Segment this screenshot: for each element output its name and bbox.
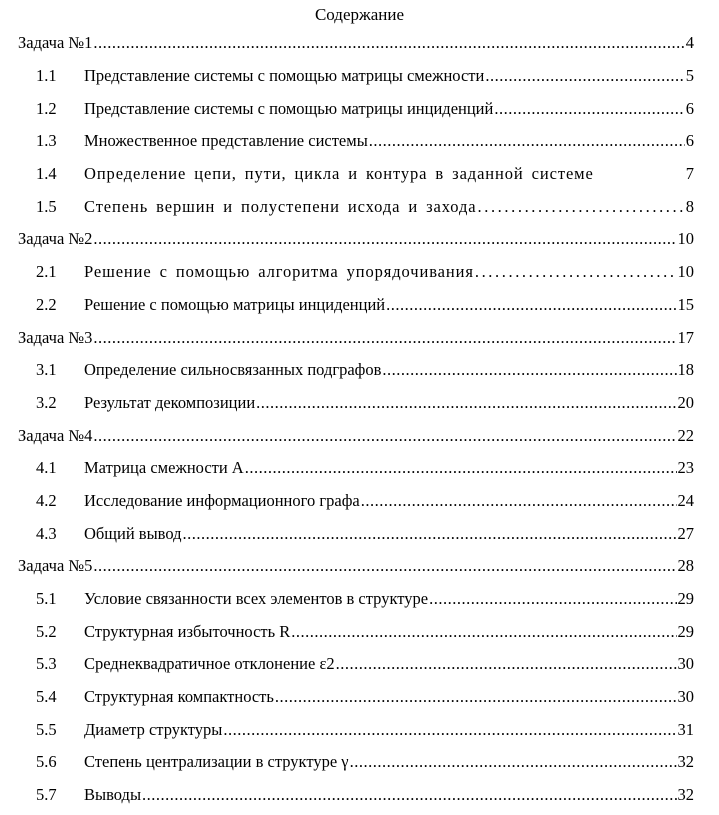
dot-leader: [93, 229, 676, 249]
toc-section-entry[interactable]: [0, 615, 719, 648]
toc-chapter-entry[interactable]: [0, 223, 719, 256]
toc-section-entry[interactable]: [0, 681, 719, 714]
toc-section-entry[interactable]: [0, 354, 719, 387]
toc-section-entry[interactable]: [0, 517, 719, 550]
section-number: 1.4: [36, 164, 57, 184]
entry-title: Множественное представление системы: [84, 131, 368, 151]
dot-leader: [291, 622, 676, 642]
section-number: 5.3: [36, 654, 57, 674]
entry-title: Условие связанности всех элементов в структуре: [84, 589, 429, 609]
toc-section-entry[interactable]: [0, 648, 719, 681]
toc-section-entry[interactable]: [0, 158, 719, 191]
page-number: 10: [677, 262, 694, 282]
dot-leader: [256, 393, 676, 413]
table-of-contents: [0, 27, 719, 812]
section-number: 5.2: [36, 621, 57, 641]
page-number: 5: [685, 66, 694, 86]
entry-title: Решение с помощью алгоритма упорядочивания: [84, 262, 474, 282]
section-number: 2.2: [36, 294, 57, 314]
section-number: 4.2: [36, 490, 57, 510]
page-number: 32: [677, 785, 694, 805]
dot-leader: [429, 589, 676, 609]
toc-chapter-entry[interactable]: [0, 321, 719, 354]
toc-section-entry[interactable]: [0, 190, 719, 223]
page-number: 7: [685, 164, 694, 184]
entry-title: Исследование информационного графа: [84, 490, 360, 510]
dot-leader: [361, 491, 677, 511]
page-number: 24: [677, 490, 694, 510]
entry-title: Представление системы с помощью матрицы инциденций: [84, 98, 494, 118]
section-number: 5.7: [36, 785, 57, 805]
entry-title: Задача №1: [18, 33, 93, 53]
entry-title: Общий вывод: [84, 523, 182, 543]
page-number: 10: [677, 229, 694, 249]
entry-title: Задача №4: [18, 425, 93, 445]
dot-leader: [336, 654, 677, 674]
entry-title: Матрица смежности А: [84, 458, 244, 478]
entry-title: Определение цепи, пути, цикла и контура в заданной системе: [84, 164, 594, 184]
section-number: 3.1: [36, 360, 57, 380]
toc-section-entry[interactable]: [0, 746, 719, 779]
toc-chapter-entry[interactable]: [0, 27, 719, 60]
page-number: 15: [677, 294, 694, 314]
page-number: 6: [685, 98, 694, 118]
page-number: 30: [677, 654, 694, 674]
page-number: 18: [677, 360, 694, 380]
entry-title: Структурная компактность: [84, 687, 274, 707]
section-number: 5.4: [36, 687, 57, 707]
page-number: 32: [677, 752, 694, 772]
entry-title: Выводы: [84, 785, 142, 805]
dot-leader: [494, 99, 684, 119]
page-number: 28: [677, 556, 694, 576]
section-number: 4.3: [36, 523, 57, 543]
page-number: 6: [685, 131, 694, 151]
dot-leader: [93, 33, 684, 53]
section-number: 4.1: [36, 458, 57, 478]
dot-leader: [478, 197, 685, 217]
dot-leader: [93, 426, 676, 446]
dot-leader: [183, 524, 677, 544]
entry-title: Диаметр структуры: [84, 719, 223, 739]
toc-section-entry[interactable]: [0, 583, 719, 616]
page-number: 17: [677, 327, 694, 347]
page-number: 22: [677, 425, 694, 445]
page-number: 8: [685, 196, 694, 216]
toc-section-entry[interactable]: [0, 256, 719, 289]
section-number: 5.5: [36, 719, 57, 739]
page-number: 20: [677, 392, 694, 412]
page-number: 27: [677, 523, 694, 543]
dot-leader: [275, 687, 677, 707]
dot-leader: [382, 360, 676, 380]
toc-section-entry[interactable]: [0, 387, 719, 420]
section-number: 5.6: [36, 752, 57, 772]
entry-title: Задача №5: [18, 556, 93, 576]
page-number: 31: [677, 719, 694, 739]
toc-section-entry[interactable]: [0, 60, 719, 93]
toc-section-entry[interactable]: [0, 713, 719, 746]
section-number: 1.5: [36, 196, 57, 216]
dot-leader: [223, 720, 676, 740]
toc-section-entry[interactable]: [0, 289, 719, 322]
section-number: 1.3: [36, 131, 57, 151]
entry-title: Структурная избыточность R: [84, 621, 291, 641]
section-number: 1.2: [36, 98, 57, 118]
page-number: 29: [677, 621, 694, 641]
toc-chapter-entry[interactable]: [0, 419, 719, 452]
entry-title: Решение с помощью матрицы инциденций: [84, 294, 386, 314]
entry-title: Результат декомпозиции: [84, 392, 256, 412]
dot-leader: [142, 785, 676, 805]
entry-title: Представление системы с помощью матрицы смежности: [84, 66, 485, 86]
dot-leader: [386, 295, 676, 315]
dot-leader: [245, 458, 677, 478]
section-number: 5.1: [36, 589, 57, 609]
page-number: 30: [677, 687, 694, 707]
page-number: 23: [677, 458, 694, 478]
dot-leader: [350, 752, 677, 772]
entry-title: Задача №3: [18, 327, 93, 347]
entry-title: Степень централизации в структуре γ: [84, 752, 349, 772]
dot-leader: [93, 328, 676, 348]
dot-leader: [93, 556, 676, 576]
entry-title: Степень вершин и полустепени исхода и захода: [84, 196, 477, 216]
entry-title: Среднеквадратичное отклонение ε2: [84, 654, 335, 674]
toc-section-entry[interactable]: [0, 779, 719, 812]
section-number: 3.2: [36, 392, 57, 412]
toc-title: Содержание: [314, 5, 405, 24]
toc-chapter-entry[interactable]: [0, 550, 719, 583]
dot-leader: [369, 131, 685, 151]
entry-title: Задача №2: [18, 229, 93, 249]
toc-section-entry[interactable]: [0, 485, 719, 518]
dot-leader: [485, 66, 684, 86]
dot-leader: [475, 262, 677, 282]
page-number: 4: [685, 33, 694, 53]
entry-title: Определение сильносвязанных подграфов: [84, 360, 382, 380]
page-number: 29: [677, 589, 694, 609]
toc-section-entry[interactable]: [0, 92, 719, 125]
toc-section-entry[interactable]: [0, 125, 719, 158]
section-number: 1.1: [36, 66, 57, 86]
section-number: 2.1: [36, 262, 57, 282]
toc-section-entry[interactable]: [0, 452, 719, 485]
